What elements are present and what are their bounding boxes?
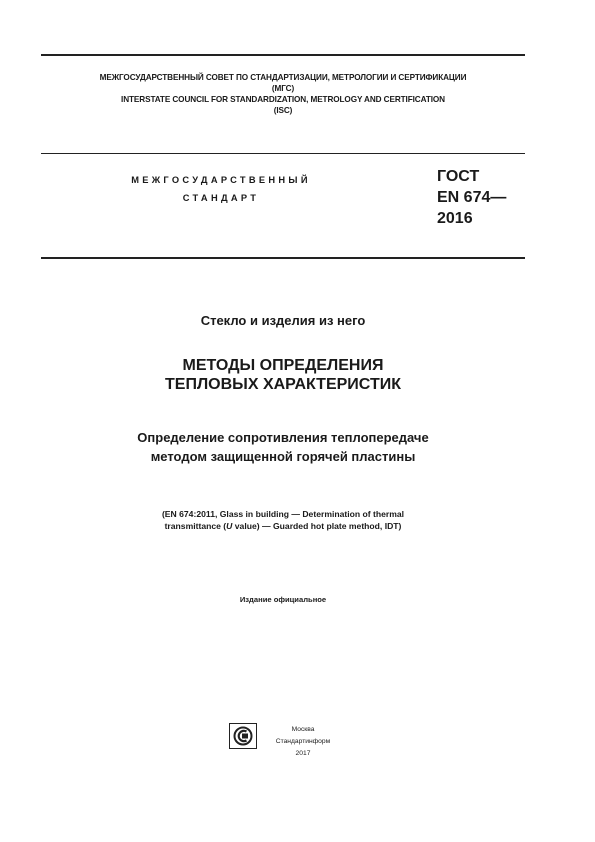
main-title (41, 356, 525, 394)
gost-designation (437, 166, 506, 229)
publisher-year: 2017 (295, 750, 311, 757)
header-rule (41, 153, 525, 154)
standartinform-logo-icon (229, 723, 257, 749)
gost-label: ГОСТ (437, 168, 480, 185)
official-edition: Издание официальное (239, 595, 327, 604)
general-title: Стекло и изделия из него (200, 313, 366, 328)
en-reference (41, 508, 525, 532)
publisher-info (263, 724, 343, 760)
designation-rule (41, 257, 525, 259)
council-name-en: INTERSTATE COUNCIL FOR STANDARDIZATION, METROLOGY AND CERTIFICATION (121, 95, 445, 104)
sub-title-line2: методом защищенной горячей пластины (150, 449, 416, 464)
en-reference-text-b: value) — Guarded hot plate method, IDT) (232, 521, 402, 531)
gost-number: EN 674— (437, 189, 507, 206)
publisher-name: Стандартинформ (275, 738, 331, 745)
gost-year: 2016 (437, 210, 473, 227)
top-rule (41, 54, 525, 56)
standard-type-line1: МЕЖГОСУДАРСТВЕННЫЙ (131, 175, 311, 185)
main-title-line2: ТЕПЛОВЫХ ХАРАКТЕРИСТИК (165, 376, 401, 393)
council-header (41, 72, 525, 116)
council-name-ru: МЕЖГОСУДАРСТВЕННЫЙ СОВЕТ ПО СТАНДАРТИЗАЦИИ, МЕТРОЛОГИИ И СЕРТИФИКАЦИИ (99, 73, 467, 82)
en-reference-text-a: transmittance ( (164, 521, 227, 531)
publisher-city: Москва (291, 726, 315, 733)
main-title-line1: МЕТОДЫ ОПРЕДЕЛЕНИЯ (182, 357, 384, 374)
standard-type (41, 171, 401, 207)
en-reference-u-symbol: U (226, 521, 233, 531)
sub-title (41, 428, 525, 466)
council-abbr-en: (ISC) (273, 106, 293, 115)
en-reference-line2 (41, 520, 525, 532)
en-reference-line1: (EN 674:2011, Glass in building — Determination of thermal (161, 509, 405, 519)
council-abbr-ru: (МГС) (271, 84, 295, 93)
sub-title-line1: Определение сопротивления теплопередаче (137, 430, 429, 445)
standard-type-line2: СТАНДАРТ (182, 193, 260, 203)
